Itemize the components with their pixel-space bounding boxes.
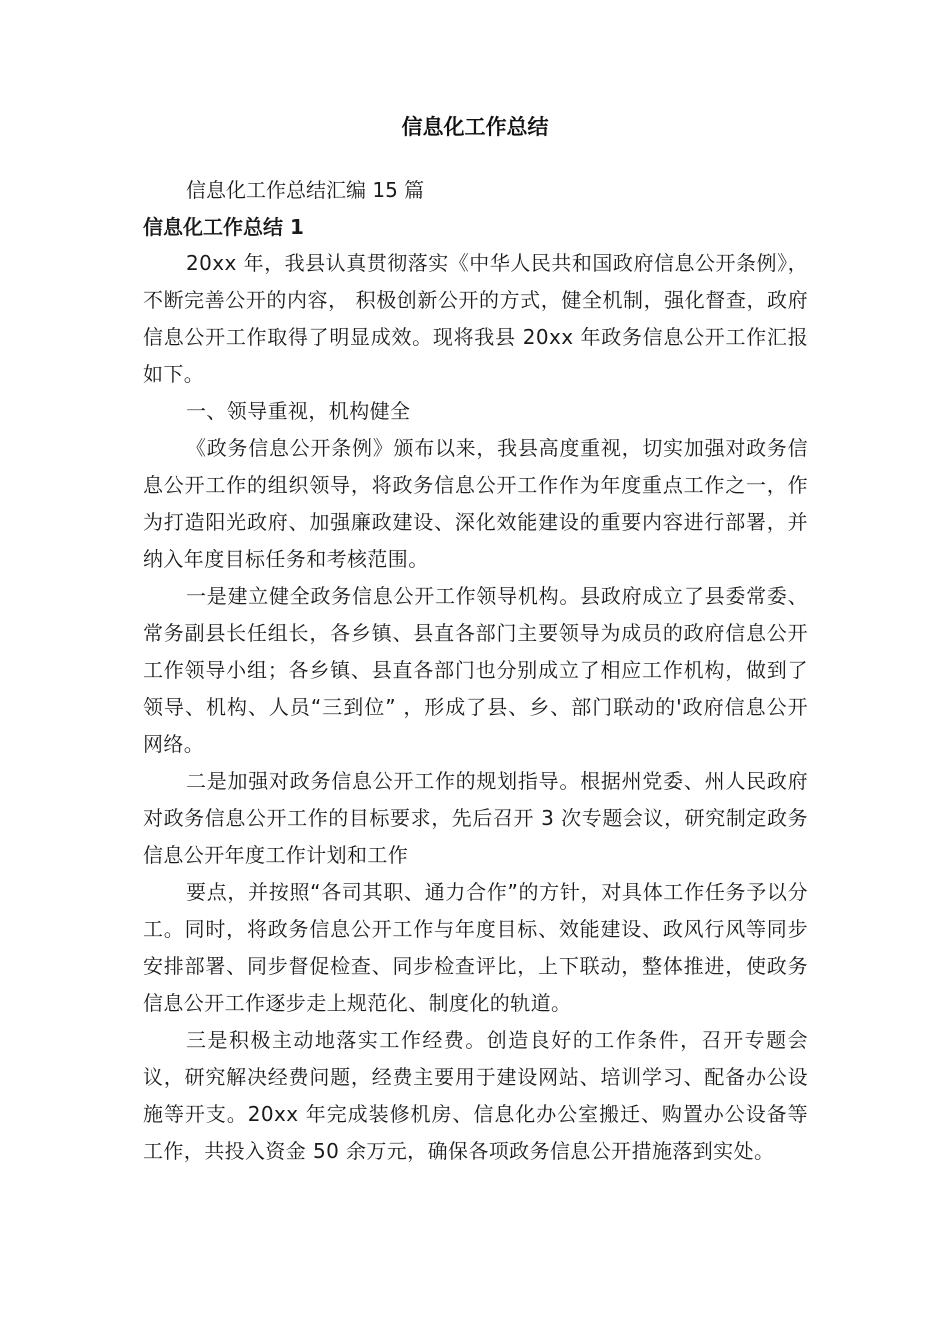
subheading-leadership: 一、领导重视，机构健全: [186, 399, 411, 423]
paragraph-point-three: 三是积极主动地落实工作经费。创造良好的工作条件，召开专题会议，研究解决经费问题，经费主要用于建设网站、培训学习、配备办公设施等开支。20xx 年完成装修机房、信息化办公室搬迁、购置办公设备等工作，共投入资金 50 余万元，确保各项政务信息公开措施落到实处。: [143, 1028, 808, 1163]
document-subtitle: 信息化工作总结汇编 15 篇: [186, 178, 425, 202]
paragraph-point-one: 一是建立健全政务信息公开工作领导机构。县政府成立了县委常委、常务副县长任组长，各乡镇、县直各部门主要领导为成员的政府信息公开工作领导小组；各乡镇、县直各部门也分别成立了相应工作机构，做到了领导、机构、人员“三到位” ，形成了县、乡、部门联动的'政府信息公开网络。: [143, 584, 808, 756]
document-body: [143, 245, 808, 1170]
paragraph-point-two-continued: 要点，并按照“各司其职、通力合作”的方针，对具体工作任务予以分工。同时，将政务信息公开工作与年度目标、效能建设、政风行风等同步安排部署、同步督促检查、同步检查评比，上下联动，整体推进，使政务信息公开工作逐步走上规范化、制度化的轨道。: [143, 880, 808, 1015]
paragraph-regulation: 《政务信息公开条例》颁布以来，我县高度重视，切实加强对政务信息公开工作的组织领导，将政务信息公开工作作为年度重点工作之一，作为打造阳光政府、加强廉政建设、深化效能建设的重要内容进行部署，并纳入年度目标任务和考核范围。: [143, 436, 808, 571]
paragraph-point-two: 二是加强对政务信息公开工作的规划指导。根据州党委、州人民政府对政务信息公开工作的目标要求，先后召开 3 次专题会议，研究制定政务信息公开年度工作计划和工作: [143, 769, 808, 867]
document-title: 信息化工作总结: [401, 115, 549, 139]
section-heading: 信息化工作总结 1: [143, 215, 304, 239]
paragraph-intro: 20xx 年，我县认真贯彻落实《中华人民共和国政府信息公开条例》，不断完善公开的内容， 积极创新公开的方式，健全机制，强化督查，政府信息公开工作取得了明显成效。现将我县 20xx 年政务信息公开工作汇报如下。: [143, 251, 808, 386]
